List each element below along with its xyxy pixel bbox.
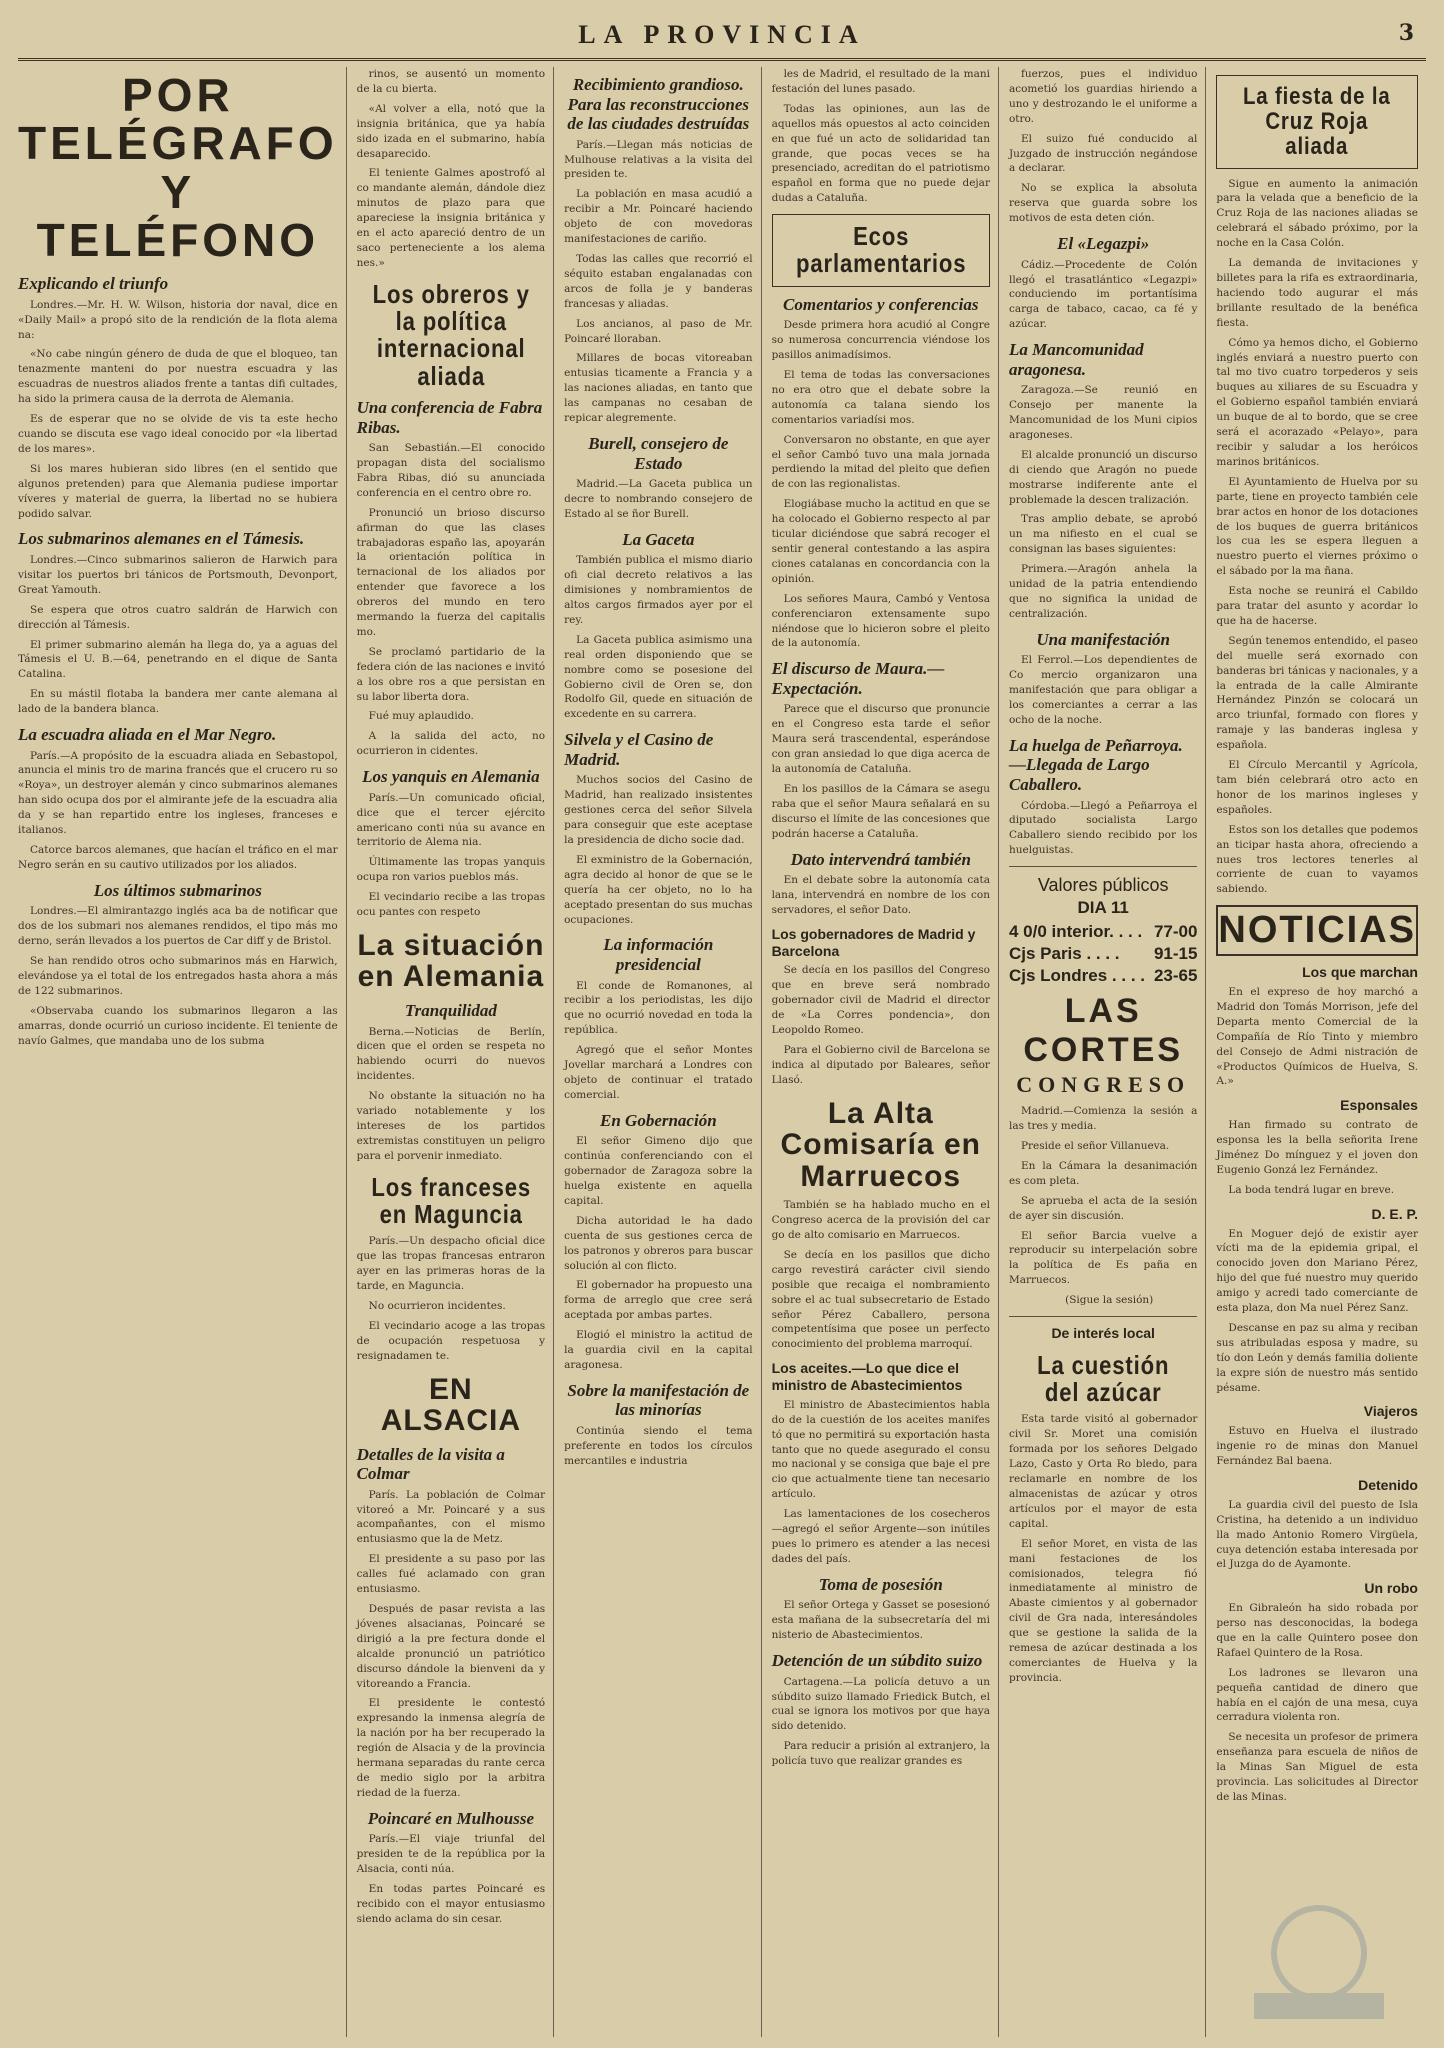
article-text: Si los mares hubieran sido libres (en el sentido que algunos pretenden) para que Alemania pudiese importar víveres y material de guerra, la libertad no se hubiera podido salvar.	[18, 462, 338, 520]
article-text: Los ancianos, al paso de Mr. Poincaré lloraban.	[564, 317, 753, 345]
valores-day: DIA 11	[1077, 898, 1129, 918]
article-title: Explicando el triunfo	[18, 274, 169, 294]
article-text: A la salida del acto, no ocurrieron in cidentes.	[356, 730, 546, 758]
article-text: «Al volver a ella, notó que la insignia británica, que ya había sido izada en el submarino, había desaparecido.	[356, 102, 546, 160]
article-title: El discurso de Maura.—Expectación.	[771, 659, 945, 698]
article-text: También publica el mismo diario ofi cial decreto relativos a las dimisiones y nombramientos de altos cargos firmados ayer por el rey.	[564, 554, 753, 626]
article-text: Es de esperar que no se olvide de vis ta este hecho cuando se discuta ese vago ideal conocido por «la libertad de los mares».	[18, 413, 338, 455]
valor-label: Cjs Paris . . . .	[1008, 944, 1120, 964]
article-title: Los últimos submarinos	[93, 880, 262, 900]
article-text: En Moguer dejó de existir ayer vícti ma de la epidemia gripal, el conocido joven don Mariano Pérez, hijo del que fué nuestro muy querido amigo y acredi tado comerciante de esta plaza, don Ma nuel Pérez Sanz.	[1216, 1227, 1418, 1315]
article-text: Esta tarde visitó al gobernador civil Sr. Moret una comisión formada por los señores Delgado Lazo, Casto y Orta Ro bledo, para reclamarle en nombre de los almacenistas de azúcar y otros artículos por el mayor de esta capital.	[1008, 1413, 1198, 1530]
article-text: El señor Ortega y Gasset se posesionó esta mañana de la subsecretaría del mi nisterio de Abastecimientos.	[771, 1599, 990, 1642]
article-text: No se explica la absoluta reserva que guarda sobre los motivos de esta deten ción.	[1008, 182, 1198, 225]
article-text: Cádiz.—Procedente de Colón llegó el trasatlántico «Legazpi» conduciendo im portantísima carga de tabaco, cacao, ca fé y azúcar.	[1008, 258, 1198, 331]
article-text: El exministro de la Gobernación, agra decido al honor de que se le quería ha cer objeto, no lo ha aceptado presentan do sus muchas ocupaciones.	[564, 853, 753, 926]
article-text: El presidente a su paso por las calles fué aclamado con gran entusiasmo.	[356, 1553, 546, 1596]
article-text: Los ladrones se llevaron una pequeña cantidad de dinero que había en el cajón de una mesa, cuya cerradura violenta ron.	[1216, 1666, 1418, 1724]
valores-title: Valores públicos	[1037, 875, 1169, 896]
article-text: El suizo fué conducido al Juzgado de instrucción negándose a declarar.	[1008, 132, 1198, 175]
article-text: El ministro de Abastecimientos habla do de la cuestión de los aceites manifes tó que no permitirá su exportación hasta tanto que no quede asegurado el consu mo nacional y se consiga que baje el pre cio que actualmente tiene tan necesario artículo.	[771, 1398, 990, 1501]
article-text: En Gibraleón ha sido robada por perso nas desconocidas, la bodega que en la calle Quintero posee don Rafael Quintero de la Rosa.	[1216, 1602, 1418, 1659]
article-text: Estos son los detalles que podemos an ticipar hasta ahora, ofreciendo a nues tros lectores tenerles al corriente de cuan to vayamos sabiendo.	[1216, 823, 1418, 896]
article-title: Los submarinos alemanes en el Támesis.	[18, 529, 305, 549]
article-title: Dato intervendrá también	[790, 849, 971, 869]
article-text: El señor Barcia vuelve a reproducir su interpelación sobre la política de Es paña en Marruecos.	[1008, 1229, 1198, 1287]
headline: EN ALSACIA	[380, 1372, 522, 1438]
article-text: Todas las opiniones, aun las de aquellos más opuestos al acto coinciden en que fué un acto de solidaridad tan grande, que pocas veces se ha presenciado, acreditan do el patriotismo español en forma que no puede dejar dudas a Cataluña.	[771, 102, 990, 205]
banner-headline	[18, 71, 338, 264]
article-title: Sobre la manifestación de las minorías	[567, 1380, 750, 1420]
valor-value: 77-00	[1153, 922, 1198, 942]
divider	[1009, 866, 1197, 867]
valor-row	[1009, 922, 1197, 942]
article-title: La Gaceta	[622, 529, 695, 549]
headline: La situación en Alemania	[357, 928, 545, 994]
article-text: El Ferrol.—Los dependientes de Co mercio organizaron una manifestación que para obligar a los comerciantes a cerrar a las ocho de la noche.	[1008, 654, 1198, 726]
article-title: Esponsales	[1340, 1097, 1418, 1114]
article-title: Una conferencia de Fabra Ribas.	[356, 397, 543, 437]
article-text: Londres.—El almirantazgo inglés aca ba de notificar que dos de los submari nos alemanes rendidos, el tipo más mo derno, serán llevados a los puertos de Car diff y de Bristol.	[18, 905, 338, 948]
column-1	[18, 67, 347, 2037]
headline-box	[772, 214, 990, 287]
article-title: Detalles de la visita a Colmar	[356, 1444, 505, 1484]
article-title: La huelga de Peñarroya.—Llegada de Largo Caballero.	[1008, 735, 1183, 794]
article-text: Después de pasar revista a las jóvenes alsacianas, Poincaré se dirigió a la pre fectura donde el alcalde pronunció un patriótico discurso dándole la bienveni da y vitoreando a Francia.	[356, 1602, 546, 1690]
article-text: Se espera que otros cuatro saldrán de Harwich con dirección al Támesis.	[18, 603, 338, 631]
article-text: En los pasillos de la Cámara se asegu raba que el señor Maura señalará en su discurso el límite de las concesiones que podrán hacerse a Cataluña.	[771, 782, 990, 840]
article-text: les de Madrid, el resultado de la mani festación del lunes pasado.	[771, 68, 990, 95]
article-text: Todas las calles que recorrió el séquito estaban engalanadas con arcos de folla je y banderas francesas y aliadas.	[564, 252, 753, 310]
article-text: La guardia civil del puesto de Isla Cristina, ha detenido a un individuo lla mado Antonio Romero Virgüela, cuya detención estaba interesada por el Juzga do de Ayamonte.	[1216, 1498, 1418, 1571]
article-text: París.—Un despacho oficial dice que las tropas francesas entraron ayer en las primeras horas de la tarde, en Maguncia.	[356, 1235, 546, 1292]
valor-label: 4 0/0 interior. . . .	[1008, 922, 1143, 942]
article-title: Los aceites.—Lo que dice el ministro de Abastecimientos	[771, 1360, 963, 1394]
article-text: San Sebastián.—El conocido propagan dista del socialismo Fabra Ribas, dió su anunciada conferencia en el centro obre ro.	[356, 442, 546, 499]
article-text: El conde de Romanones, al recibir a los periodistas, les dijo que no ocurrió novedad en toda la república.	[564, 979, 753, 1037]
article-text: La demanda de invitaciones y billetes para la rifa es extraordinaria, haciendo todo augurar el más brillante resultado de la benéfica fiesta.	[1216, 257, 1418, 329]
banner-line-1: POR TELÉGRAFO	[18, 69, 338, 170]
headline: Los franceses en Maguncia	[371, 1171, 531, 1229]
column-2	[357, 67, 554, 2037]
article-text: La población en masa acudió a recibir a Mr. Poincaré haciendo objeto de con movedoras manifestaciones de cariño.	[564, 188, 753, 246]
article-text: Sigue en aumento la animación para la velada que a beneficio de la Cruz Roja de las naciones aliadas se celebrará el sábado próximo, por la noche en la Casa Colón.	[1216, 177, 1418, 250]
article-text: El gobernador ha propuesto una forma de arreglo que cree será aceptada por ambas partes.	[564, 1279, 753, 1322]
article-text: El señor Moret, en vista de las mani festaciones de los comisionados, telegra fió inmediatamente al ministro de Abaste cimientos y al gobernador civil de Gra nada, interesándoles que se gestione la salida de la remesa de azúcar destinada a los comerciantes de Huelva y la provincia.	[1008, 1537, 1198, 1684]
article-text: El teniente Galmes apostrofó al co mandante alemán, dándole diez minutos de plazo para que apareciese la insignia británica y en el acto apareció dentro de un saco perteneciente a los alema nes.»	[356, 167, 546, 269]
article-text: También se ha hablado mucho en el Congreso acerca de la provisión del car go de alto comisario en Marruecos.	[771, 1199, 990, 1241]
article-text: En la Cámara la desanimación es com pleta.	[1008, 1159, 1198, 1187]
newspaper-title: LA PROVINCIA	[578, 20, 866, 49]
article-text: Londres.—Cinco submarinos salieron de Harwich para visitar los puertos bri tánicos de Portsmouth, Devonport, Great Yamouth.	[18, 553, 338, 596]
article-text: París.—A propósito de la escuadra aliada en Sebastopol, anuncia el minis tro de marina francés que el crucero ru so «Roya», un destroyer alemán y cinco submarinos alemanes han sido ocupa dos por el almirante jefe de la escuadra alia da y se han repartido entre los ingleses, franceses e italianos.	[18, 749, 338, 837]
article-text: Fué muy aplaudido.	[368, 710, 474, 723]
article-title: Los gobernadores de Madrid y Barcelona	[771, 925, 976, 959]
article-text: Estuvo en Huelva el ilustrado ingenie ro de minas don Manuel Fernández Bal baena.	[1216, 1425, 1418, 1468]
article-text: Pronunció un brioso discurso afirman do que las clases trabajadoras españo las, apoyarán la orientación política in ternacional de los aliados por entender que favorece a los obreros del mundo en tero mermando la fuerza del capitalis mo.	[356, 506, 546, 638]
article-title: El «Legazpi»	[1057, 234, 1150, 254]
article-text: Agregó que el señor Montes Jovellar marchará a Londres con objeto de continuar el tratado comercial.	[564, 1044, 753, 1101]
article-title: Los yanquis en Alemania	[362, 767, 540, 787]
article-text: Últimamente las tropas yanquis ocupa ron varios pueblos más.	[356, 856, 546, 884]
article-text: Londres.—Mr. H. W. Wilson, historia dor naval, dice en «Daily Mail» a propó sito de la rendición de la flota alema na:	[18, 298, 338, 341]
article-text: El Ayuntamiento de Huelva por su parte, tiene en proyecto también cele brar actos en honor de los dotaciones de los buques de guerra británicos los cua les se espera lleguen a nuestro puerto el viernes próximo o el sábado por la ma ñana.	[1216, 475, 1418, 578]
article-text: Según tenemos entendido, el paseo del muelle será exornado con banderas bri tánicas y nacionales, y a la entrada de la calle Almirante Hernández Pinzón se colocará un arco triunfal, formado con flores y ramaje y las banderas inglesa y española.	[1216, 634, 1418, 752]
article-text: Se proclamó partidario de la federa ción de las naciones e invitó a los obre ros a que persistan en su labor liberta dora.	[356, 645, 546, 703]
article-title: En Gobernación	[600, 1110, 717, 1130]
article-text: Descanse en paz su alma y reciban sus atribuladas esposa y madre, su tío don León y demás familia doliente la expre sión de nuestro más sentido pésame.	[1216, 1321, 1418, 1394]
article-text: El alcalde pronunció un discurso di ciendo que Aragón no puede mostrarse indiferente ante el problemade la descen tralización.	[1008, 448, 1198, 506]
article-text: Madrid.—Comienza la sesión a las tres y media.	[1008, 1105, 1198, 1133]
article-title: Detenido	[1358, 1477, 1418, 1493]
article-text: La boda tendrá lugar en breve.	[1228, 1183, 1395, 1196]
article-text: En el expreso de hoy marchó a Madrid don Tomás Morrison, jefe del Departa mento Comercial de la Compañía de Río Tinto y miembro del Consejo de Admi nistración de «Productos Químicos de Huelva, S. A.»	[1216, 986, 1418, 1088]
article-title: Silvela y el Casino de Madrid.	[564, 730, 714, 769]
article-text: No ocurrieron incidentes.	[368, 1299, 506, 1312]
section-title: CONGRESO	[1016, 1072, 1191, 1098]
headline: La Alta Comisaría en Marruecos	[780, 1096, 981, 1193]
article-text: (Sigue la sesión)	[1065, 1294, 1154, 1307]
article-text: Millares de bocas vitoreaban entusias ticamente a Francia y a las naciones aliadas, en tanto que las campanas no cesaban de repicar alegremente.	[564, 352, 753, 425]
valor-value: 91-15	[1153, 944, 1198, 964]
headline: LAS CORTES	[1023, 992, 1184, 1070]
article-text: En el debate sobre la autonomía cata lana, intervendrá en nombre de los con servadores, el señor Dato.	[771, 874, 990, 916]
article-title: Toma de posesión	[818, 1574, 943, 1594]
section-title: De interés local	[1051, 1325, 1155, 1342]
article-text: Se necesita un profesor de primera enseñanza para escuela de niños de la Minas San Miguel de esta provincia. Las solicitudes al Director de las Minas.	[1216, 1731, 1418, 1803]
article-title: Detención de un súbdito suizo	[771, 1651, 983, 1671]
article-text: Esta noche se reunirá el Cabildo para tratar del asunto y acordar lo que ha de hacerse.	[1216, 585, 1418, 627]
article-text: Preside el señor Villanueva.	[1020, 1139, 1170, 1152]
article-text: Han firmado su contrato de esponsa les la bella señorita Irene Jiménez Do mínguez y el joven don Eugenio Gonzá lez Fernández.	[1216, 1119, 1418, 1176]
article-text: París.—Llegan más noticias de Mulhouse relativas a la visita del presiden te.	[564, 138, 753, 181]
article-title: Una manifestación	[1036, 629, 1171, 649]
article-text: Cómo ya hemos dicho, el Gobierno inglés enviará a nuestro puerto con tal mo tivo cuatro torpederos y seis buques au xiliares de su Escuadra y el Gobierno español también enviará un buque de al to bordo, que se cree será el acorazado «Pelayo», para recibir y saludar a los heróicos marinos británicos.	[1216, 336, 1418, 468]
article-text: Continúa siendo el tema preferente en todos los círculos mercantiles e industria	[564, 1425, 753, 1467]
article-title: D. E. P.	[1371, 1205, 1418, 1222]
divider	[1009, 1316, 1197, 1317]
column-6	[1216, 67, 1426, 2037]
article-text: París. La población de Colmar vitoreó a Mr. Poincaré y a sus acompañantes, con el mismo entusiasmo que la de Metz.	[356, 1488, 546, 1546]
article-text: Se decía en los pasillos del Congreso que en breve será nombrado gobernador civil de Madrid el director de «La Corres pondencia», don Leopoldo Romeo.	[771, 964, 990, 1037]
masthead	[18, 12, 1426, 61]
article-text: El vecindario recibe a las tropas ocu pantes con respeto	[356, 891, 546, 919]
article-title: Un robo	[1364, 1580, 1418, 1597]
headline-box	[1216, 75, 1418, 169]
article-text: En su mástil flotaba la bandera mer cante alemana al lado de la bandera blanca.	[18, 688, 338, 716]
article-title: La escuadra aliada en el Mar Negro.	[18, 725, 277, 745]
valor-label: Cjs Londres . . . .	[1008, 966, 1145, 986]
headline: La cuestión del azúcar	[1037, 1349, 1170, 1408]
article-text: Parece que el discurso que pronuncie en el Congreso esta tarde el señor Maura será trascendental, esperándose con gran ansiedad lo que diga acerca de la autonomía de Cataluña.	[771, 703, 990, 776]
column-5	[1009, 67, 1206, 2037]
article-text: Se han rendido otros ocho submarinos más en Harwich, elevándose ya el total de los entregados hasta ahora a más de 122 submarinos.	[18, 955, 338, 997]
article-text: Tras amplio debate, se aprobó un ma nifiesto en el cual se consignan las bases siguientes:	[1008, 513, 1198, 556]
article-text: Muchos socios del Casino de Madrid, han realizado insistentes gestiones cerca del señor Silvela para conseguir que este aceptase la presidencia de dicho socie dad.	[564, 774, 753, 846]
article-title: Recibimiento grandioso. Para las reconstrucciones de las ciudades destruídas	[567, 75, 750, 134]
valor-row	[1009, 966, 1197, 986]
valor-value: 23-65	[1153, 966, 1198, 986]
article-text: La Gaceta publica asimismo una real orden disponiendo que se nombre como se posesione del Gobierno civil de Oren se, don Rodolfo Gil, quede en situación de excedente en su carrera.	[564, 633, 753, 721]
banner-line-2: Y TELÉFONO	[36, 165, 320, 266]
article-text: Elogiábase mucho la actitud en que se ha colocado el Gobierno respecto al par ticular diciéndose que sabrá recoger el sentir general contestando a las aspira ciones catalanas en concordancia con la opinión.	[771, 498, 990, 585]
article-text: El señor Gimeno dijo que continúa conferenciando con el gobernador de Zaragoza sobre la huelga existente en aquella capital.	[564, 1135, 753, 1207]
article-text: El primer submarino alemán ha llega do, ya a aguas del Támesis el U. B.—64, penetrando en el dique de Santa Catalina.	[18, 638, 338, 681]
article-title: Los que marchan	[1302, 964, 1418, 981]
article-text: El tema de todas las conversaciones no era otro que el debate sobre la autonomía ca talana siendo los comentarios variadísi mos.	[771, 369, 990, 426]
article-title: Viajeros	[1363, 1403, 1418, 1420]
article-text: Berna.—Noticias de Berlín, dicen que el orden se respeta no habiendo ocurri do nuevos incidentes.	[356, 1025, 546, 1083]
article-text: Las lamentaciones de los cosecheros —agregó el señor Argente—son inútiles pues lo primero es atender a las necesi dades del país.	[771, 1508, 990, 1565]
article-text: Se decía en los pasillos que dicho cargo revestirá carácter civil siendo posible que recaiga el nombramiento sobre el ac tual subsecretario de Estado señor Pérez Caballero, persona competentísima que posee un perfecto conocimiento del problema marroquí.	[771, 1248, 990, 1351]
headline: Los obreros y la política internacional aliada	[372, 278, 530, 391]
article-text: Desde primera hora acudió al Congre so numerosa concurrencia viéndose los pasillos animadísimos.	[771, 319, 990, 362]
article-text: Catorce barcos alemanes, que hacían el tráfico en el mar Negro serán en su cautivo utilizados por los aliados.	[18, 844, 338, 871]
article-title: Poincaré en Mulhousse	[367, 1808, 534, 1828]
article-text: No obstante la situación no ha variado notablemente y los intereses de los partidos extremistas constituyen un peligro para el porvenir inmediato.	[356, 1090, 546, 1162]
article-text: Córdoba.—Llegó a Peñarroya el diputado socialista Largo Caballero siendo recibido por los huelguistas.	[1008, 799, 1198, 857]
article-text: Elogió el ministro la actitud de la guardia civil en la capital aragonesa.	[564, 1329, 753, 1372]
article-text: «No cabe ningún género de duda de que el bloqueo, tan tenazmente manteni do por nuestra escuadra y las escuadras de nuestros aliados frente a tantas difi cultades, ha sido la primera causa de la derrota de Alemania.	[18, 348, 338, 406]
column-3	[564, 67, 761, 2037]
article-text: Para reducir a prisión al extranjero, la policía tuvo que realizar grandes es	[771, 1740, 990, 1768]
article-text: El vecindario acoge a las tropas de ocupación respetuosa y resignadamen te.	[356, 1319, 546, 1362]
headline: La fiesta de la Cruz Roja aliada	[1243, 83, 1392, 161]
article-text: El presidente le contestó expresando la inmensa alegría de la nación por ha ber recuperado la región de Alsacia y de la provincia hermana separadas du rante cerca de medio siglo por la arbitra riedad de la fuerza.	[356, 1697, 546, 1799]
article-text: fuerzos, pues el individuo acometió los guardias hiriendo a uno y destrozando le el uniforme a otro.	[1008, 68, 1198, 125]
article-title: Comentarios y conferencias	[783, 294, 979, 314]
article-title: Burell, consejero de Estado	[588, 433, 729, 473]
article-text: «Observaba cuando los submarinos llegaron a las amarras, donde ocurrió un curioso incidente. El teniente de navío Galmes, que mandaba uno de los subma	[18, 1004, 338, 1047]
article-title: Tranquilidad	[404, 1000, 497, 1020]
column-4	[772, 67, 999, 2037]
page-number: 3	[1398, 20, 1414, 46]
article-text: Dicha autoridad le ha dado cuenta de sus gestiones cerca de los patronos y obreros para buscar solución al con flicto.	[564, 1214, 753, 1272]
article-title: La información presidencial	[603, 935, 714, 974]
headline: NOTICIAS	[1216, 905, 1418, 956]
columns	[18, 67, 1426, 2037]
article-text: París.—El viaje triunfal del presiden te de la república por la Alsacia, conti núa.	[356, 1833, 546, 1876]
article-text: Conversaron no obstante, en que ayer el señor Cambó tuvo una mala jornada perdiendo la mitad del pleito que defien de con las regionalistas.	[771, 433, 990, 491]
valor-row	[1009, 944, 1197, 964]
headline: Ecos parlamentarios	[795, 221, 966, 279]
archive-stamp-icon	[1224, 1898, 1414, 2028]
article-text: rinos, se ausentó un momento de la cu bierta.	[356, 68, 546, 95]
article-text: En todas partes Poincaré es recibido con el mayor entusiasmo siendo aclama do sin cesar.	[356, 1883, 546, 1925]
article-text: Los señores Maura, Cambó y Ventosa conferenciaron extensamente supo niéndose que lo hicieron sobre el pleito de la autonomía.	[771, 592, 990, 650]
article-text: Madrid.—La Gaceta publica un decre to nombrando consejero de Estado al se ñor Burell.	[564, 478, 753, 520]
article-text: El Círculo Mercantil y Agrícola, tam bién celebrará otro acto en honor de los marinos ingleses y españoles.	[1216, 759, 1418, 816]
article-text: Cartagena.—La policía detuvo a un súbdito suizo llamado Friedick Butch, el cual se ignora los motivos por que haya sido detenido.	[771, 1675, 990, 1733]
article-text: Se aprueba el acta de la sesión de ayer sin discusión.	[1008, 1194, 1198, 1222]
article-text: Para el Gobierno civil de Barcelona se indica al diputado por Baleares, señor Llasó.	[771, 1043, 990, 1086]
article-title: La Mancomunidad aragonesa.	[1008, 340, 1144, 379]
article-text: Primera.—Aragón anhela la unidad de la patria entendiendo que no significa la unidad de centralización.	[1008, 563, 1198, 620]
article-text: París.—Un comunicado oficial, dice que el tercer ejército americano conti núa su avance en territorio de Alema nia.	[356, 791, 546, 849]
article-text: Zaragoza.—Se reunió en Consejo per manente la Mancomunidad de los Muni cipios aragoneses.	[1008, 384, 1198, 441]
